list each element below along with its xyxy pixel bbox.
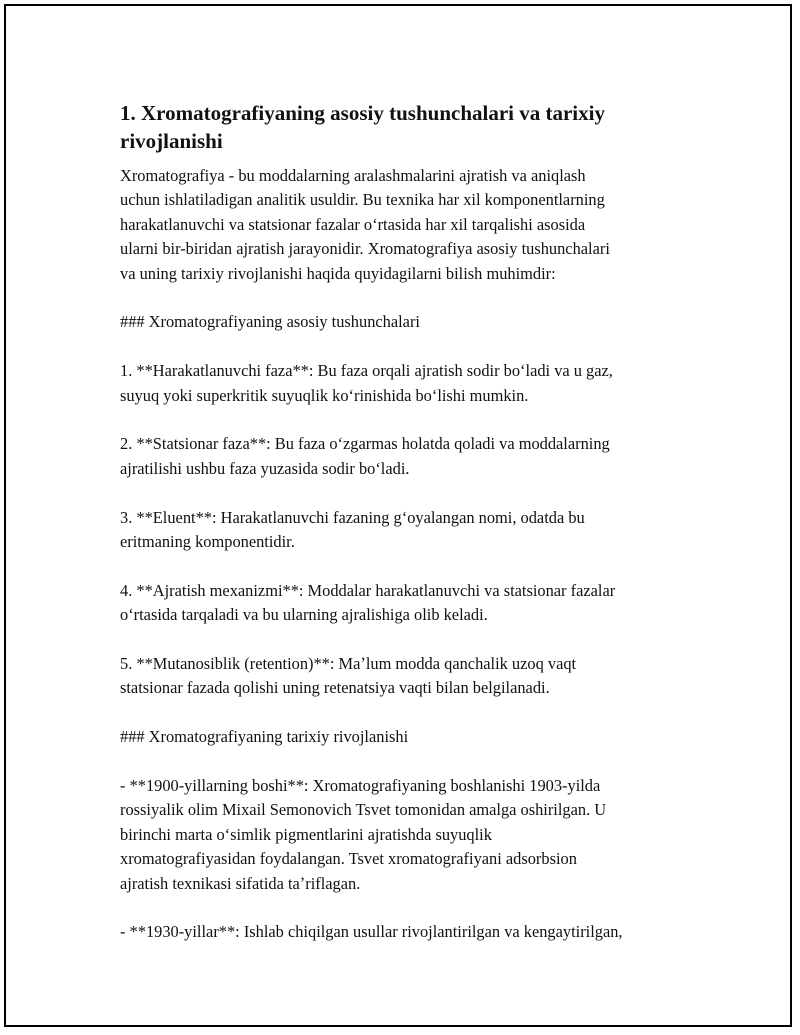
history-item-1930s: - **1930-yillar**: Ishlab chiqilgan usullar rivojlantirilgan va kengaytirilgan, [120, 922, 623, 942]
document-body [120, 99, 692, 969]
page-frame [4, 4, 792, 1027]
list-item-stationary-phase: 2. **Statsionar faza**: Bu faza oʻzgarmas holatda qoladi va moddalarning ajratilishi ushbu faza yuzasida sodir boʻladi. [120, 434, 610, 478]
history-item-1900s: - **1900-yillarning boshi**: Xromatografiyaning boshlanishi 1903-yilda rossiyalik olim Mixail Semonovich Tsvet tomonidan amalga oshirilgan. U birinchi marta oʻsimlik pigmentlarini ajratishda suyuqlik xromatografiyasidan foydalangan. Tsvet xromatografiyani adsorbsion ajratish texnikasi sifatida taʼriflagan. [120, 776, 607, 893]
intro-paragraph: Xromatografiya - bu moddalarning aralashmalarini ajratish va aniqlash uchun ishlatiladigan analitik usuldir. Bu texnika har xil komponentlarning harakatlanuvchi va statsionar fazalar oʻrtasida har xil tarqalishi asosida ularni bir-biridan ajratish jarayonidir. Xromatografiya asosiy tushunchalari va uning tarixiy rivojlanishi haqida quyidagilarni bilish muhimdir: [120, 166, 610, 283]
list-item-eluent: 3. **Eluent**: Harakatlanuvchi fazaning gʻoyalangan nomi, odatda bu eritmaning komponentidir. [120, 507, 585, 552]
page-title: 1. Xromatografiyaning asosiy tushunchalari va tarixiy rivojlanishi [120, 101, 605, 153]
list-item-separation-mechanism: 4. **Ajratish mexanizmi**: Moddalar harakatlanuvchi va statsionar fazalar oʻrtasida tarqaladi va bu ularning ajralishiga olib keladi. [120, 580, 616, 625]
section-heading-concepts: ### Xromatografiyaning asosiy tushunchalari [120, 312, 420, 332]
list-item-mobile-phase: 1. **Harakatlanuvchi faza**: Bu faza orqali ajratish sodir boʻladi va u gaz, suyuq yoki superkritik suyuqlik koʻrinishida boʻlishi mumkin. [120, 361, 613, 405]
section-heading-history: ### Xromatografiyaning tarixiy rivojlanishi [120, 727, 409, 747]
list-item-retention: 5. **Mutanosiblik (retention)**: Maʼlum modda qanchalik uzoq vaqt statsionar fazada qolishi uning retenatsiya vaqti bilan belgilanadi. [120, 654, 577, 698]
